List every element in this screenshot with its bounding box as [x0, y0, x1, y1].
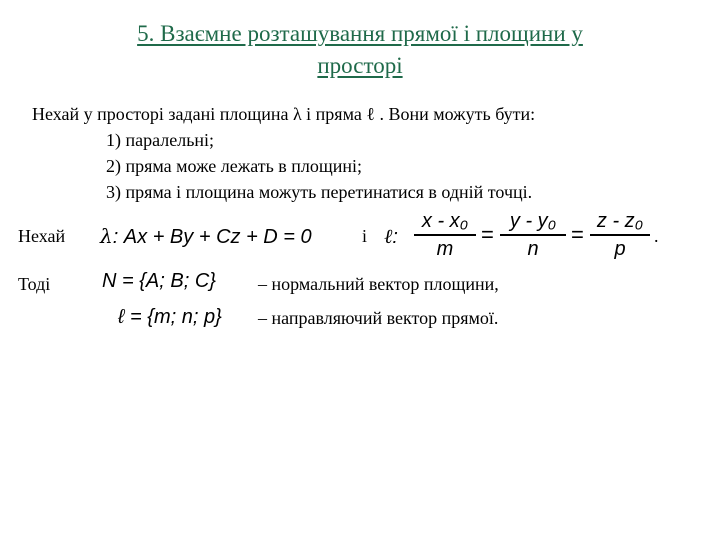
line-equation-period: .	[654, 226, 659, 246]
fraction-z-denominator: p	[614, 238, 626, 260]
case-item-2: 2) пряма може лежать в площині;	[106, 156, 363, 176]
plane-equation	[100, 224, 312, 249]
fraction-y	[500, 210, 566, 261]
direction-vector-description: – направляючий вектор прямої.	[258, 308, 499, 328]
equals-sign-2: =	[571, 222, 584, 247]
slide-title	[40, 18, 680, 82]
fraction-x-denominator: m	[436, 238, 454, 260]
equals-sign-1: =	[481, 222, 494, 247]
fraction-z	[590, 210, 650, 261]
fraction-y-numerator: y - y₀	[500, 210, 566, 236]
line-symbol-colon	[384, 224, 398, 249]
conjunction-and: і	[362, 226, 368, 246]
then-label: Тоді	[18, 274, 51, 294]
fraction-z-numerator: z - z₀	[590, 210, 650, 236]
let-label: Нехай	[18, 226, 66, 246]
fraction-x	[414, 210, 476, 261]
normal-vector: N = {A; B; C}	[102, 270, 216, 292]
title-line-1: 5. Взаємне розташування прямої і площини у	[137, 21, 583, 46]
case-item-3: 3) пряма і площина можуть перетинатися в одній точці.	[106, 182, 533, 202]
plane-equation-body: : Ax + By + Cz + D = 0	[112, 226, 312, 248]
fraction-y-denominator: n	[527, 238, 539, 260]
fraction-x-numerator: x - x₀	[414, 210, 476, 236]
direction-vector: ℓ = {m; n; p}	[118, 306, 222, 328]
title-line-2: просторі	[317, 53, 403, 78]
case-item-1: 1) паралельні;	[106, 130, 215, 150]
intro-text: Нехай у просторі задані площина λ і пряма ℓ . Вони можуть бути:	[32, 104, 536, 124]
normal-vector-description: – нормальний вектор площини,	[258, 274, 499, 294]
line-symbol: ℓ	[384, 224, 393, 248]
plane-symbol: λ	[100, 224, 113, 248]
line-colon: :	[392, 226, 398, 248]
